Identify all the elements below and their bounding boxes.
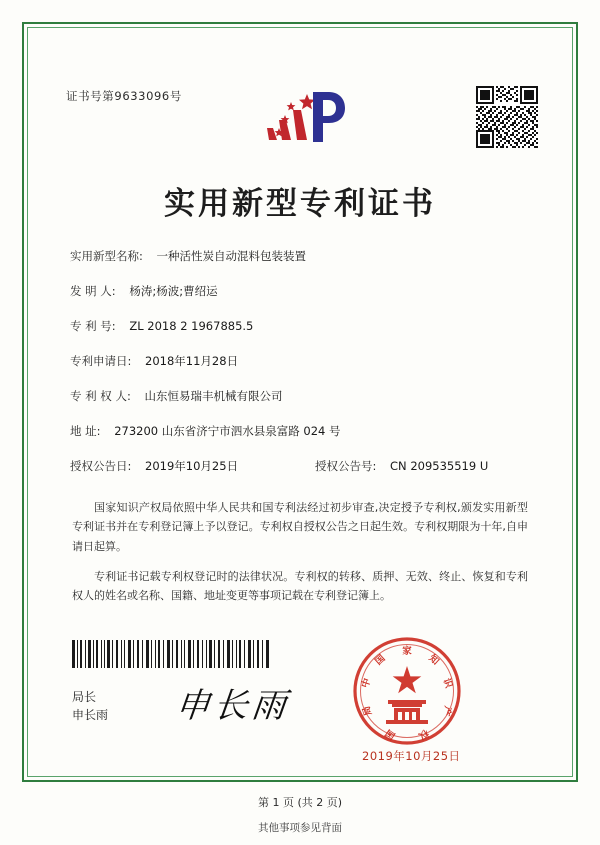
field-label: 地 址: [70,424,101,438]
certificate-number: 证书号第9633096号 [66,89,182,103]
svg-text:中: 中 [359,677,374,690]
field-label: 专 利 号: [70,319,116,333]
field-value: ZL 2018 2 1967885.5 [129,319,254,333]
svg-text:国: 国 [373,652,388,668]
field-label-grant-number: 授权公告号: [315,459,377,473]
field-row-patentee [70,388,540,423]
field-list [70,248,540,493]
field-value: 山东恒易瑞丰机械有限公司 [144,389,283,403]
svg-text:产: 产 [439,704,454,717]
field-value: 一种活性炭自动混料包装装置 [156,249,307,263]
field-value: 273200 山东省济宁市泗水县泉富路 024 号 [114,424,341,438]
svg-text:局: 局 [360,704,375,717]
field-label-grant-date: 授权公告日: [70,459,132,473]
signature-title [72,688,108,724]
field-row-inventor [70,283,540,318]
svg-text:家: 家 [402,646,412,657]
signature-title-line1: 局长 [72,690,97,704]
field-label: 实用新型名称: [70,249,143,263]
page-title: 实用新型专利证书 [164,186,436,222]
field-row-name [70,248,540,283]
field-row-patent-number [70,318,540,353]
legal-text [72,498,528,616]
seal-date: 2019年10月25日 [362,749,461,763]
cnipa-logo [255,82,347,162]
svg-text:权: 权 [416,726,431,742]
field-label: 发 明 人: [70,284,116,298]
barcode [72,640,272,668]
svg-text:识: 识 [440,677,455,690]
field-value: 杨涛;杨波;曹绍运 [129,284,218,298]
field-group-grant-number [315,458,488,474]
page-number: 第 1 页 (共 2 页) [257,796,343,809]
paragraph-2: 专利证书记载专利权登记时的法律状况。专利权的转移、质押、无效、终止、恢复和专利权人的姓名或名称、国籍、地址变更等事项记载在专利登记簿上。 [72,569,528,602]
field-value-grant-number: CN 209535519 U [390,459,489,473]
qr-code [476,86,538,148]
field-value-grant-date: 2019年10月25日 [145,459,239,473]
signature-title-line2: 申长雨 [72,708,109,722]
official-seal [352,636,462,746]
field-label: 专 利 权 人: [70,389,131,403]
field-row-grant [70,458,540,493]
paragraph-1: 国家知识产权局依照中华人民共和国专利法经过初步审查,决定授予专利权,颁发实用新型专利证书并在专利登记簿上予以登记。专利权自授权公告之日起生效。专利权期限为十年,自申请日起算。 [72,501,528,553]
footer-note: 其他事项参见背面 [258,822,342,834]
field-value: 2018年11月28日 [145,354,239,368]
field-label: 专利申请日: [70,354,132,368]
field-row-address [70,423,540,458]
svg-text:国: 国 [383,726,398,742]
handwritten-signature: 申长雨 [173,686,292,726]
field-row-application-date [70,353,540,388]
svg-text:知: 知 [426,652,441,668]
